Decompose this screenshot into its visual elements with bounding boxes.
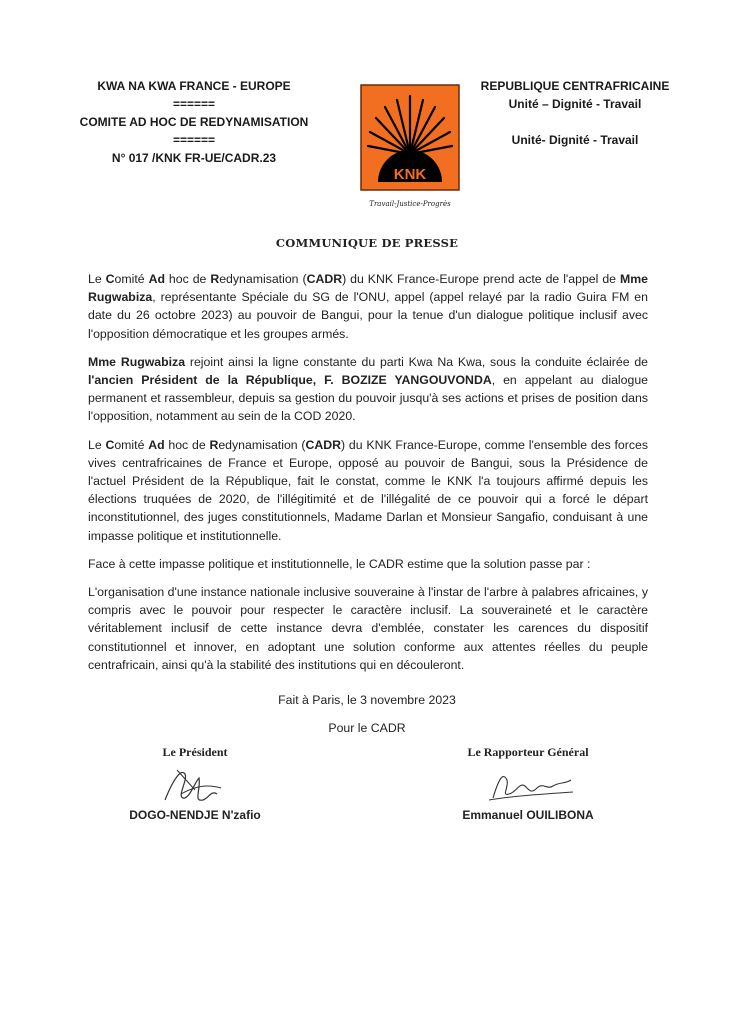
knk-logo [358, 82, 462, 212]
motto-repeat: Unité- Dignité - Travail [511, 133, 639, 147]
separator: ====== [172, 97, 216, 111]
signatory-name: DOGO-NENDJE N'zafio [129, 808, 261, 822]
handwritten-signature-icon [473, 760, 583, 808]
signatory-role: Le Rapporteur Général [467, 745, 589, 759]
signatory-role: Le Président [162, 745, 228, 759]
document-body [88, 270, 648, 684]
paragraph-2: Mme Rugwabiza rejoint ainsi la ligne constante du parti Kwa Na Kwa, sous la conduite éclairée de l'ancien Président de la République, F. BOZIZE YANGOUVONDA, en appelant au dialogue permanent et rassembleur, depuis sa gestion du pouvoir jusqu'à ses actions et prises de position dans l'opposition, notamment au sein de la COD 2020. [88, 354, 649, 424]
place-date: Fait à Paris, le 3 novembre 2023 [278, 693, 456, 707]
separator: ====== [172, 133, 216, 147]
header-left [78, 77, 310, 167]
paragraph-4: Face à cette impasse politique et institutionnelle, le CADR estime que la solution passe par : [88, 556, 591, 571]
svg-text:KNK: KNK [393, 166, 427, 183]
knk-logo-icon [358, 82, 462, 212]
committee-name: COMITE AD HOC DE REDYNAMISATION [79, 115, 309, 129]
paragraph-3: Le Comité Ad hoc de Redynamisation (CADR) du KNK France-Europe, comme l'ensemble des forces vives centrafricaines de France et Europe, opposé au pouvoir de Bangui, sous la Présidence de l'actuel Président de la République, fait le constat, comme le KNK l'a toujours affirmé depuis les élections truquées de 2020, de l'illégitimité et de l'illégalité de ce pouvoir qui a forcé le départ inconstitutionnel, des juges constitutionnels, Madame Darlan et Monsieur Sangafio, conduisant à une impasse politique et institutionnelle. [88, 437, 648, 543]
paragraph-1: Le Comité Ad hoc de Redynamisation (CADR) du KNK France-Europe prend acte de l'appel de Mme Rugwabiza, représentante Spéciale du SG de l'ONU, appel (appel relayé par la radio Guira FM en date du 26 octobre 2023) au pouvoir de Bangui, pour la tenue d'un dialogue politique inclusif avec l'opposition démocratique et les groupes armés. [88, 272, 648, 341]
signature-rapporteur [418, 745, 638, 822]
paragraph-5: L'organisation d'une instance nationale inclusive souveraine à l'instar de l'arbre à palabres africaines, y compris avec le pouvoir pour respecter le caractère inclusif. La souveraineté et le caractère véritablement inclusif de cette instance devra d'emblée, constater les carences du dispositif constitutionnel et innover, en adoptant une solution conforme aux attentes réelles du peuple centrafricain, ainsi qu'à la stabilité des institutions qui en découleront. [88, 585, 648, 672]
handwritten-signature-icon [155, 760, 235, 808]
reference-number: N° 017 /KNK FR-UE/CADR.23 [111, 151, 277, 165]
motto: Unité – Dignité - Travail [508, 97, 642, 111]
document-title: COMMUNIQUE DE PRESSE [275, 236, 459, 250]
signatory-name: Emmanuel OUILIBONA [462, 808, 594, 822]
header-right [470, 77, 680, 149]
country-name: REPUBLIQUE CENTRAFRICAINE [480, 79, 670, 93]
svg-text:Travail-Justice-Progrès: Travail-Justice-Progrès [369, 200, 451, 208]
on-behalf-of: Pour le CADR [328, 721, 406, 735]
signature-president [100, 745, 290, 822]
org-name: KWA NA KWA FRANCE - EUROPE [97, 79, 291, 93]
